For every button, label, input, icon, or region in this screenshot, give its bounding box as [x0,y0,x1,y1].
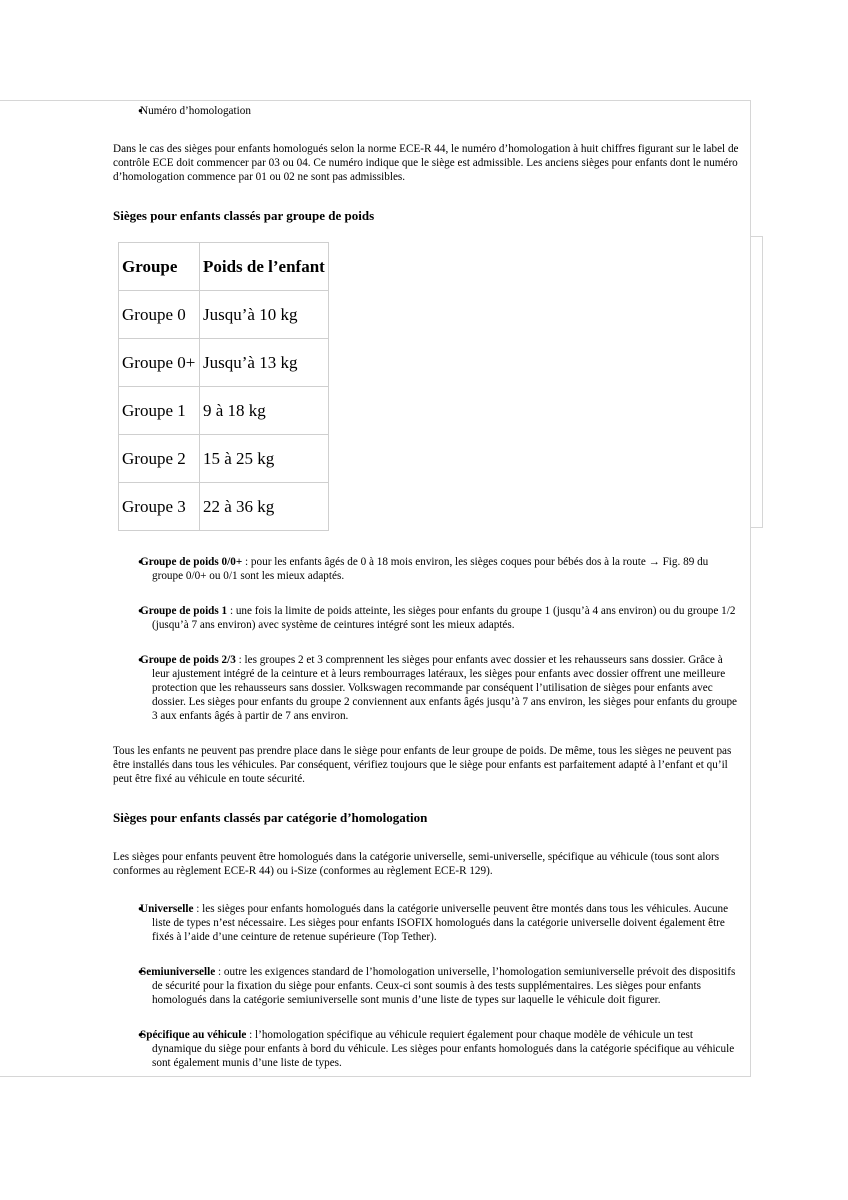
list-item-term: Groupe de poids 2/3 [140,654,236,666]
table-row [119,483,329,531]
table-cell: 15 à 25 kg [200,435,329,483]
table-header-row [119,243,329,291]
section-heading-weight-groups: Sièges pour enfants classés par groupe de poids [113,208,375,223]
list-item [113,1028,741,1070]
table-row [119,291,329,339]
list-item [113,653,741,723]
table-row [119,387,329,435]
list-item-text: : les groupes 2 et 3 comprennent les sièges pour enfants avec dossier et les rehausseurs sans dossier. Grâce à leur ajustement intégré de la ceinture et à leurs rembourrages latéraux, les sièges pour enfants avec dossier offrent une meilleure protection que les rehausseurs sans dossier. Volkswagen recommande par conséquent l’utilisation de sièges pour enfants avec dossier. Les sièges pour enfants du groupe 2 conviennent aux enfants âgés jusqu’à 7 ans environ, les sièges pour enfants du groupe 3 aux enfants âgés à partir de 7 ans environ. [152,654,738,722]
table-cell: 9 à 18 kg [200,387,329,435]
approval-category-list [113,902,741,1070]
table-cell: Jusqu’à 13 kg [200,339,329,387]
list-item [113,104,741,118]
column-header-group: Groupe [119,243,200,291]
table-cell: 22 à 36 kg [200,483,329,531]
list-item-text: : une fois la limite de poids atteinte, les sièges pour enfants du groupe 1 (jusqu’à 4 ans environ) ou du groupe 1/2 (jusqu’à 7 ans environ) avec système de ceintures intégré sont les mieux adaptés. [152,605,736,631]
table-cell: Groupe 3 [119,483,200,531]
table-cell: Groupe 2 [119,435,200,483]
list-item [113,965,741,1007]
list-item-term: Groupe de poids 0/0+ [140,556,243,568]
table-cell: Jusqu’à 10 kg [200,291,329,339]
column-header-weight: Poids de l’enfant [200,243,329,291]
closing-paragraph: Tous les enfants ne peuvent pas prendre place dans le siège pour enfants de leur groupe de poids. De même, tous les sièges ne peuvent pas être installés dans tous les véhicules. Par conséquent, vérifiez toujours que le siège pour enfants est parfaitement adapté à l’enfant et qu’il peut être fixé au véhicule en toute sécurité. [113,745,732,785]
list-item-term: Universelle [140,903,194,915]
list-item-term: Groupe de poids 1 [140,605,228,617]
section-heading-approval-categories: Sièges pour enfants classés par catégorie d’homologation [113,810,428,825]
first-list [113,104,741,118]
list-item-text: : outre les exigences standard de l’homologation universelle, l’homologation semiuniverselle prévoit des dispositifs de sécurité pour la fixation du siège pour enfants. Ceux-ci sont soumis à des tests supplémentaires. Les sièges pour enfants homologués dans la catégorie semiuniverselle sont munis d’une liste de types sur laquelle le véhicule doit figurer. [152,966,736,1006]
list-item-text: : l’homologation spécifique au véhicule requiert également pour chaque modèle de véhicule un test dynamique du siège pour enfants à bord du véhicule. Les sièges pour enfants homologués dans la catégorie spécifique au véhicule sont également munis d’une liste de types. [152,1029,735,1069]
list-item-text: : les sièges pour enfants homologués dans la catégorie universelle peuvent être montés dans tous les véhicules. Aucune liste de types n’est nécessaire. Les sièges pour enfants ISOFIX homologués dans la catégorie universelle doivent également être fixés à l’aide d’une ceinture de retenue supérieure (Top Tether). [152,903,729,943]
table-row [119,435,329,483]
table-cell: Groupe 0 [119,291,200,339]
weight-group-list [113,555,741,723]
intro-paragraph: Dans le cas des sièges pour enfants homologués selon la norme ECE-R 44, le numéro d’homologation à huit chiffres figurant sur le label de contrôle ECE doit commencer par 03 ou 04. Ce numéro indique que le siège est admissible. Les anciens sièges pour enfants dont le numéro d’homologation commence par 01 ou 02 ne sont pas admissibles. [113,143,739,183]
list-item-term: Semiuniverselle [140,966,216,978]
list-item-term: Spécifique au véhicule [140,1029,247,1041]
table-cell: Groupe 1 [119,387,200,435]
table-frame-extension [751,236,763,528]
list-item-text: : pour les enfants âgés de 0 à 18 mois environ, les sièges coques pour bébés dos à la route → Fig. 89 du groupe 0/0+ ou 0/1 sont les mieux adaptés. [152,556,709,582]
list-item-text: ● Numéro d’homologation [140,105,251,117]
approval-intro-paragraph: Les sièges pour enfants peuvent être homologués dans la catégorie universelle, semi-universelle, spécifique au véhicule (tous sont alors conformes au règlement ECE-R 44) ou i-Size (conformes au règlement ECE-R 129). [113,851,720,877]
list-item [113,555,741,583]
table-row [119,339,329,387]
document-content [113,104,741,1070]
weight-groups-table [118,242,329,531]
list-item [113,902,741,944]
table-cell: Groupe 0+ [119,339,200,387]
list-item [113,604,741,632]
